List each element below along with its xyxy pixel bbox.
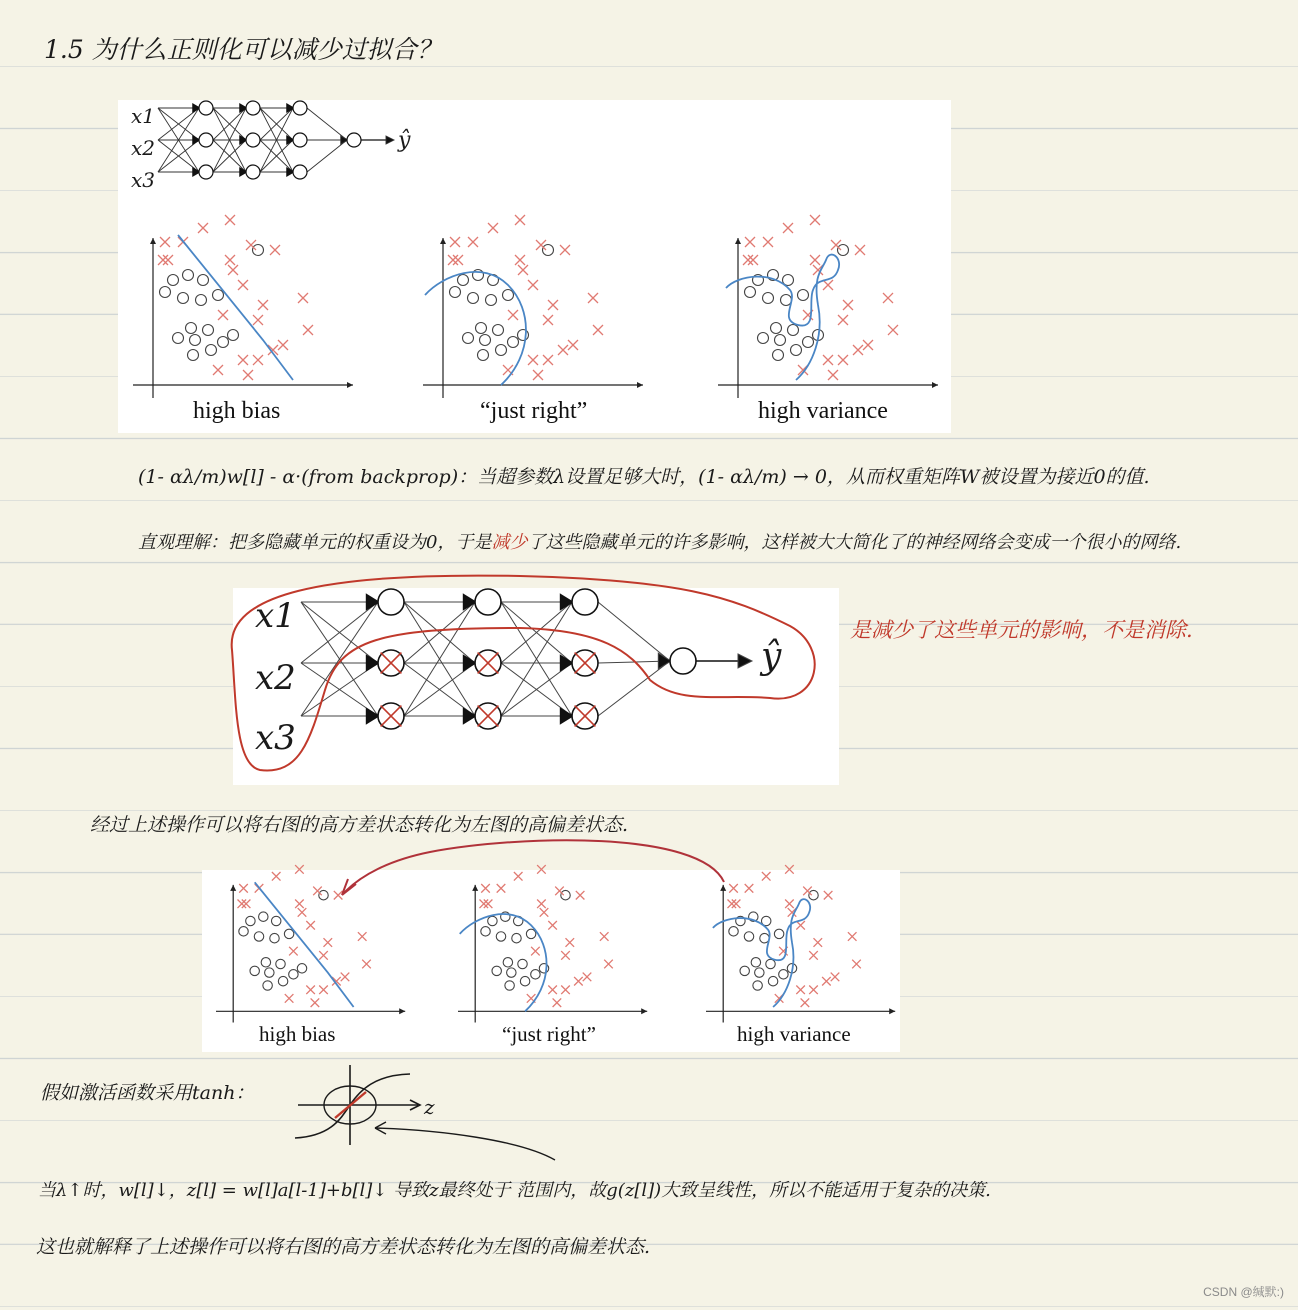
data-point-cross [253, 315, 263, 325]
data-point-cross [341, 973, 350, 982]
data-point-circle [450, 287, 461, 298]
caption-just-right-small: “just right” [502, 1022, 596, 1046]
data-point-circle [561, 890, 570, 899]
data-point-circle [203, 325, 214, 336]
plot-high-bias [133, 230, 363, 395]
data-point-circle [263, 981, 272, 990]
data-point-circle [791, 345, 802, 356]
data-point-cross [537, 865, 546, 874]
data-point-cross [515, 255, 525, 265]
data-point-circle [297, 964, 306, 973]
data-point-cross [853, 345, 863, 355]
data-point-cross [824, 891, 833, 900]
data-point-circle [781, 295, 792, 306]
data-point-circle [276, 959, 285, 968]
plot-just-right-small [458, 878, 658, 1026]
data-point-cross [810, 215, 820, 225]
data-point-cross [728, 900, 737, 909]
data-point-cross [481, 884, 490, 893]
data-point-circle [218, 337, 229, 348]
figure-pruned-network [233, 588, 839, 785]
data-point-cross [358, 932, 367, 941]
neuron [293, 133, 307, 147]
data-point-circle [503, 958, 512, 967]
data-point-cross [160, 237, 170, 247]
data-point-cross [198, 223, 208, 233]
data-point-cross [762, 872, 771, 881]
data-point-cross [536, 240, 546, 250]
axis-arrow [720, 885, 726, 891]
intuition-suffix: 了这些隐藏单元的许多影响，这样被大大简化了的神经网络会变成一个很小的网络. [527, 532, 1182, 553]
caption-high-variance: high variance [758, 398, 888, 424]
data-point-circle [768, 976, 777, 985]
data-point-cross [278, 340, 288, 350]
neuron-activation-mark [560, 708, 573, 724]
axis-arrow [472, 885, 478, 891]
data-point-cross [225, 255, 235, 265]
data-point-cross [548, 921, 557, 930]
data-point-circle [213, 290, 224, 301]
decision-boundary [178, 235, 293, 380]
neuron [293, 101, 307, 115]
data-point-circle [803, 337, 814, 348]
data-point-cross [468, 237, 478, 247]
data-point-cross [253, 355, 263, 365]
axis-arrow [230, 885, 236, 891]
data-point-cross [540, 908, 549, 917]
data-point-circle [458, 275, 469, 286]
data-point-circle [289, 970, 298, 979]
data-point-circle [188, 350, 199, 361]
axis-arrow [150, 238, 156, 244]
data-point-cross [515, 215, 525, 225]
data-point-circle [468, 293, 479, 304]
data-point-cross [814, 938, 823, 947]
footer-watermark: CSDN @缄默:) [1203, 1285, 1284, 1299]
output-label-yhat-large: ŷ [761, 636, 782, 677]
large-network-diagram [233, 588, 839, 785]
data-point-circle [773, 350, 784, 361]
data-point-circle [476, 323, 487, 334]
data-point-cross [298, 908, 307, 917]
data-point-cross [163, 255, 173, 265]
data-point-cross [574, 977, 583, 986]
data-point-cross [748, 255, 758, 265]
data-point-circle [512, 933, 521, 942]
data-point-cross [548, 986, 557, 995]
data-point-circle [261, 958, 270, 967]
neuron [199, 133, 213, 147]
data-point-cross [600, 932, 609, 941]
input-label-x2: x2 [131, 136, 156, 160]
data-point-circle [508, 337, 519, 348]
data-point-cross [785, 900, 794, 909]
neuron [378, 589, 404, 615]
data-point-circle [809, 890, 818, 899]
data-point-cross [334, 891, 343, 900]
data-point-circle [493, 325, 504, 336]
data-point-cross [537, 900, 546, 909]
data-point-cross [732, 900, 741, 909]
data-point-cross [583, 973, 592, 982]
neuron-activation-mark [463, 594, 476, 610]
data-point-circle [745, 287, 756, 298]
data-point-cross [831, 240, 841, 250]
axis-arrow [637, 382, 643, 388]
data-point-circle [190, 335, 201, 346]
data-point-cross [796, 986, 805, 995]
input-label-x2-large: x2 [255, 658, 296, 698]
data-point-circle [488, 916, 497, 925]
data-point-circle [518, 959, 527, 968]
data-point-circle [755, 968, 764, 977]
data-point-cross [531, 947, 540, 956]
data-point-cross [809, 986, 818, 995]
data-point-cross [448, 255, 458, 265]
data-point-circle [478, 350, 489, 361]
data-point-circle [160, 287, 171, 298]
data-point-circle [774, 929, 783, 938]
data-point-cross [450, 237, 460, 247]
page-title: 1.5 为什么正则化可以减少过拟合？ [44, 35, 442, 64]
data-point-cross [823, 280, 833, 290]
caption-just-right: “just right” [480, 398, 588, 424]
axis-arrow [399, 1008, 405, 1014]
plot-just-right [423, 230, 653, 395]
data-point-cross [831, 973, 840, 982]
data-point-cross [855, 245, 865, 255]
small-network-diagram [118, 100, 438, 210]
formula-line: (1- αλ/m)w[l] - α·(from backprop)：当超参数λ设置足够大时，(1- αλ/m) → 0，从而权重矩阵W被设置为接近0的值. [138, 466, 1150, 488]
caption-high-bias-small: high bias [259, 1022, 336, 1046]
data-point-cross [838, 355, 848, 365]
plot-high-variance-small [706, 878, 906, 1026]
data-point-circle [505, 981, 514, 990]
neuron [293, 165, 307, 179]
data-point-circle [496, 345, 507, 356]
data-point-cross [306, 921, 315, 930]
data-point-cross [553, 998, 562, 1007]
data-point-cross [497, 884, 506, 893]
data-point-cross [528, 280, 538, 290]
data-point-cross [514, 872, 523, 881]
data-point-circle [531, 970, 540, 979]
data-point-cross [528, 355, 538, 365]
data-point-circle [250, 966, 259, 975]
data-point-circle [239, 927, 248, 936]
data-point-cross [518, 265, 528, 275]
data-point-circle [173, 333, 184, 344]
data-point-cross [822, 977, 831, 986]
input-label-x1-large: x1 [255, 596, 296, 636]
data-point-circle [758, 333, 769, 344]
lambda-line: 当λ↑时，w[l]↓，z[l] = w[l]a[l-1]+b[l]↓ 导致z最终处于 范围内，故g(z[l])大致呈线性，所以不能适用于复杂的决策. [38, 1180, 991, 1201]
data-point-circle [196, 295, 207, 306]
data-point-cross [480, 900, 489, 909]
data-point-cross [809, 951, 818, 960]
neuron-activation-mark [560, 655, 573, 671]
input-label-x3-large: x3 [255, 718, 296, 758]
tanh-sketch [290, 1060, 470, 1150]
transform-line: 经过上述操作可以将右图的高方差状态转化为左图的高偏差状态. [90, 814, 629, 836]
data-point-circle [271, 916, 280, 925]
data-point-cross [238, 900, 247, 909]
data-point-circle [518, 330, 529, 341]
neuron [246, 133, 260, 147]
data-point-circle [183, 270, 194, 281]
data-point-cross [243, 370, 253, 380]
data-point-circle [284, 929, 293, 938]
data-point-cross [225, 215, 235, 225]
axis-arrow [735, 238, 741, 244]
data-point-cross [285, 994, 294, 1003]
output-neuron [347, 133, 361, 147]
data-point-cross [843, 300, 853, 310]
data-point-cross [306, 986, 315, 995]
data-point-circle [766, 959, 775, 968]
axis-arrow [347, 382, 353, 388]
output-arrowhead [738, 654, 752, 668]
data-point-circle [543, 245, 554, 256]
data-point-cross [604, 960, 613, 969]
neuron-activation-mark [463, 708, 476, 724]
axis-arrow [440, 238, 446, 244]
output-label-yhat: ŷ [398, 128, 411, 153]
data-point-cross [484, 900, 493, 909]
data-point-cross [588, 293, 598, 303]
data-point-cross [888, 325, 898, 335]
data-point-cross [566, 938, 575, 947]
data-point-cross [270, 245, 280, 255]
data-point-cross [828, 370, 838, 380]
data-point-circle [463, 333, 474, 344]
data-point-circle [319, 890, 328, 899]
data-point-circle [259, 912, 268, 921]
data-point-circle [507, 968, 516, 977]
data-point-circle [481, 927, 490, 936]
data-point-circle [798, 290, 809, 301]
data-point-cross [823, 355, 833, 365]
data-point-cross [801, 998, 810, 1007]
data-point-cross [533, 370, 543, 380]
data-point-cross [242, 900, 251, 909]
neuron-activation-mark [366, 594, 379, 610]
data-point-circle [480, 335, 491, 346]
data-point-cross [272, 872, 281, 881]
data-point-cross [852, 960, 861, 969]
neuron [199, 165, 213, 179]
data-point-cross [311, 998, 320, 1007]
intuition-highlight: 减少 [491, 532, 528, 553]
data-point-cross [295, 865, 304, 874]
data-point-circle [520, 976, 529, 985]
plot-high-bias-small [216, 878, 416, 1026]
data-point-cross [743, 255, 753, 265]
decision-boundary [255, 882, 354, 1007]
data-point-cross [561, 986, 570, 995]
data-point-circle [838, 245, 849, 256]
data-point-cross [295, 900, 304, 909]
data-point-cross [543, 355, 553, 365]
input-label-x1: x1 [131, 104, 156, 128]
data-point-cross [324, 938, 333, 947]
neuron [475, 589, 501, 615]
data-point-cross [745, 237, 755, 247]
data-point-cross [239, 884, 248, 893]
neuron-activation-mark [366, 708, 379, 724]
data-point-circle [168, 275, 179, 286]
data-point-cross [488, 223, 498, 233]
data-point-circle [206, 345, 217, 356]
data-point-cross [362, 960, 371, 969]
data-point-circle [254, 932, 263, 941]
data-point-circle [775, 335, 786, 346]
data-point-circle [186, 323, 197, 334]
neuron-activation-mark [463, 655, 476, 671]
neuron-activation-mark [366, 655, 379, 671]
intuition-line [138, 528, 1181, 554]
conclusion-line: 这也就解释了上述操作可以将右图的高方差状态转化为左图的高偏差状态. [36, 1236, 651, 1258]
axis-arrow [889, 1008, 895, 1014]
data-point-circle [265, 968, 274, 977]
tanh-axis-label: z [424, 1095, 435, 1119]
data-point-circle [228, 330, 239, 341]
data-point-cross [883, 293, 893, 303]
data-point-circle [492, 966, 501, 975]
red-annotation-note: 是减少了这些单元的影响，不是消除. [850, 618, 1193, 642]
data-point-cross [848, 932, 857, 941]
data-point-cross [783, 223, 793, 233]
data-point-cross [213, 365, 223, 375]
data-point-cross [508, 310, 518, 320]
data-point-circle [751, 958, 760, 967]
data-point-cross [558, 345, 568, 355]
data-point-cross [729, 884, 738, 893]
data-point-cross [745, 884, 754, 893]
data-point-cross [158, 255, 168, 265]
data-point-cross [796, 921, 805, 930]
data-point-circle [740, 966, 749, 975]
data-point-cross [228, 265, 238, 275]
figure-fits-repeated [202, 870, 900, 1052]
data-point-circle [526, 929, 535, 938]
input-label-x3: x3 [131, 168, 156, 192]
data-point-cross [238, 280, 248, 290]
data-point-circle [486, 295, 497, 306]
data-point-circle [729, 927, 738, 936]
data-point-cross [319, 951, 328, 960]
data-point-cross [763, 237, 773, 247]
data-point-circle [771, 323, 782, 334]
data-point-circle [779, 970, 788, 979]
axis-arrow [641, 1008, 647, 1014]
axis-arrow [932, 382, 938, 388]
neuron [246, 101, 260, 115]
data-point-cross [246, 240, 256, 250]
caption-high-bias: high bias [193, 398, 281, 424]
data-point-cross [548, 300, 558, 310]
data-point-cross [576, 891, 585, 900]
data-point-cross [258, 300, 268, 310]
data-point-circle [753, 981, 762, 990]
data-point-cross [218, 310, 228, 320]
neuron [572, 589, 598, 615]
data-point-circle [246, 916, 255, 925]
figure-network-and-fits [118, 100, 951, 433]
data-point-cross [838, 315, 848, 325]
caption-high-variance-small: high variance [737, 1022, 851, 1046]
data-point-circle [253, 245, 264, 256]
data-point-cross [568, 340, 578, 350]
data-point-circle [503, 290, 514, 301]
plot-high-variance [718, 230, 948, 395]
data-point-cross [453, 255, 463, 265]
data-point-circle [763, 293, 774, 304]
data-point-cross [319, 986, 328, 995]
intuition-prefix: 直观理解：把多隐藏单元的权重设为0，于是 [138, 532, 492, 553]
data-point-cross [810, 255, 820, 265]
data-point-cross [238, 355, 248, 365]
data-point-circle [178, 293, 189, 304]
data-point-cross [560, 245, 570, 255]
data-point-cross [289, 947, 298, 956]
data-point-cross [593, 325, 603, 335]
data-point-circle [270, 933, 279, 942]
output-arrowhead [386, 136, 394, 144]
output-activation-mark [658, 653, 671, 669]
data-point-cross [303, 325, 313, 335]
data-point-cross [785, 865, 794, 874]
data-point-circle [496, 932, 505, 941]
neuron [199, 101, 213, 115]
data-point-cross [863, 340, 873, 350]
data-point-circle [744, 932, 753, 941]
data-point-cross [561, 951, 570, 960]
data-point-circle [278, 976, 287, 985]
data-point-circle [198, 275, 209, 286]
tanh-line: 假如激活函数采用tanh： [40, 1082, 255, 1104]
data-point-circle [788, 325, 799, 336]
data-point-cross [298, 293, 308, 303]
output-neuron [670, 648, 696, 674]
neuron [246, 165, 260, 179]
data-point-cross [543, 315, 553, 325]
neuron-activation-mark [560, 594, 573, 610]
